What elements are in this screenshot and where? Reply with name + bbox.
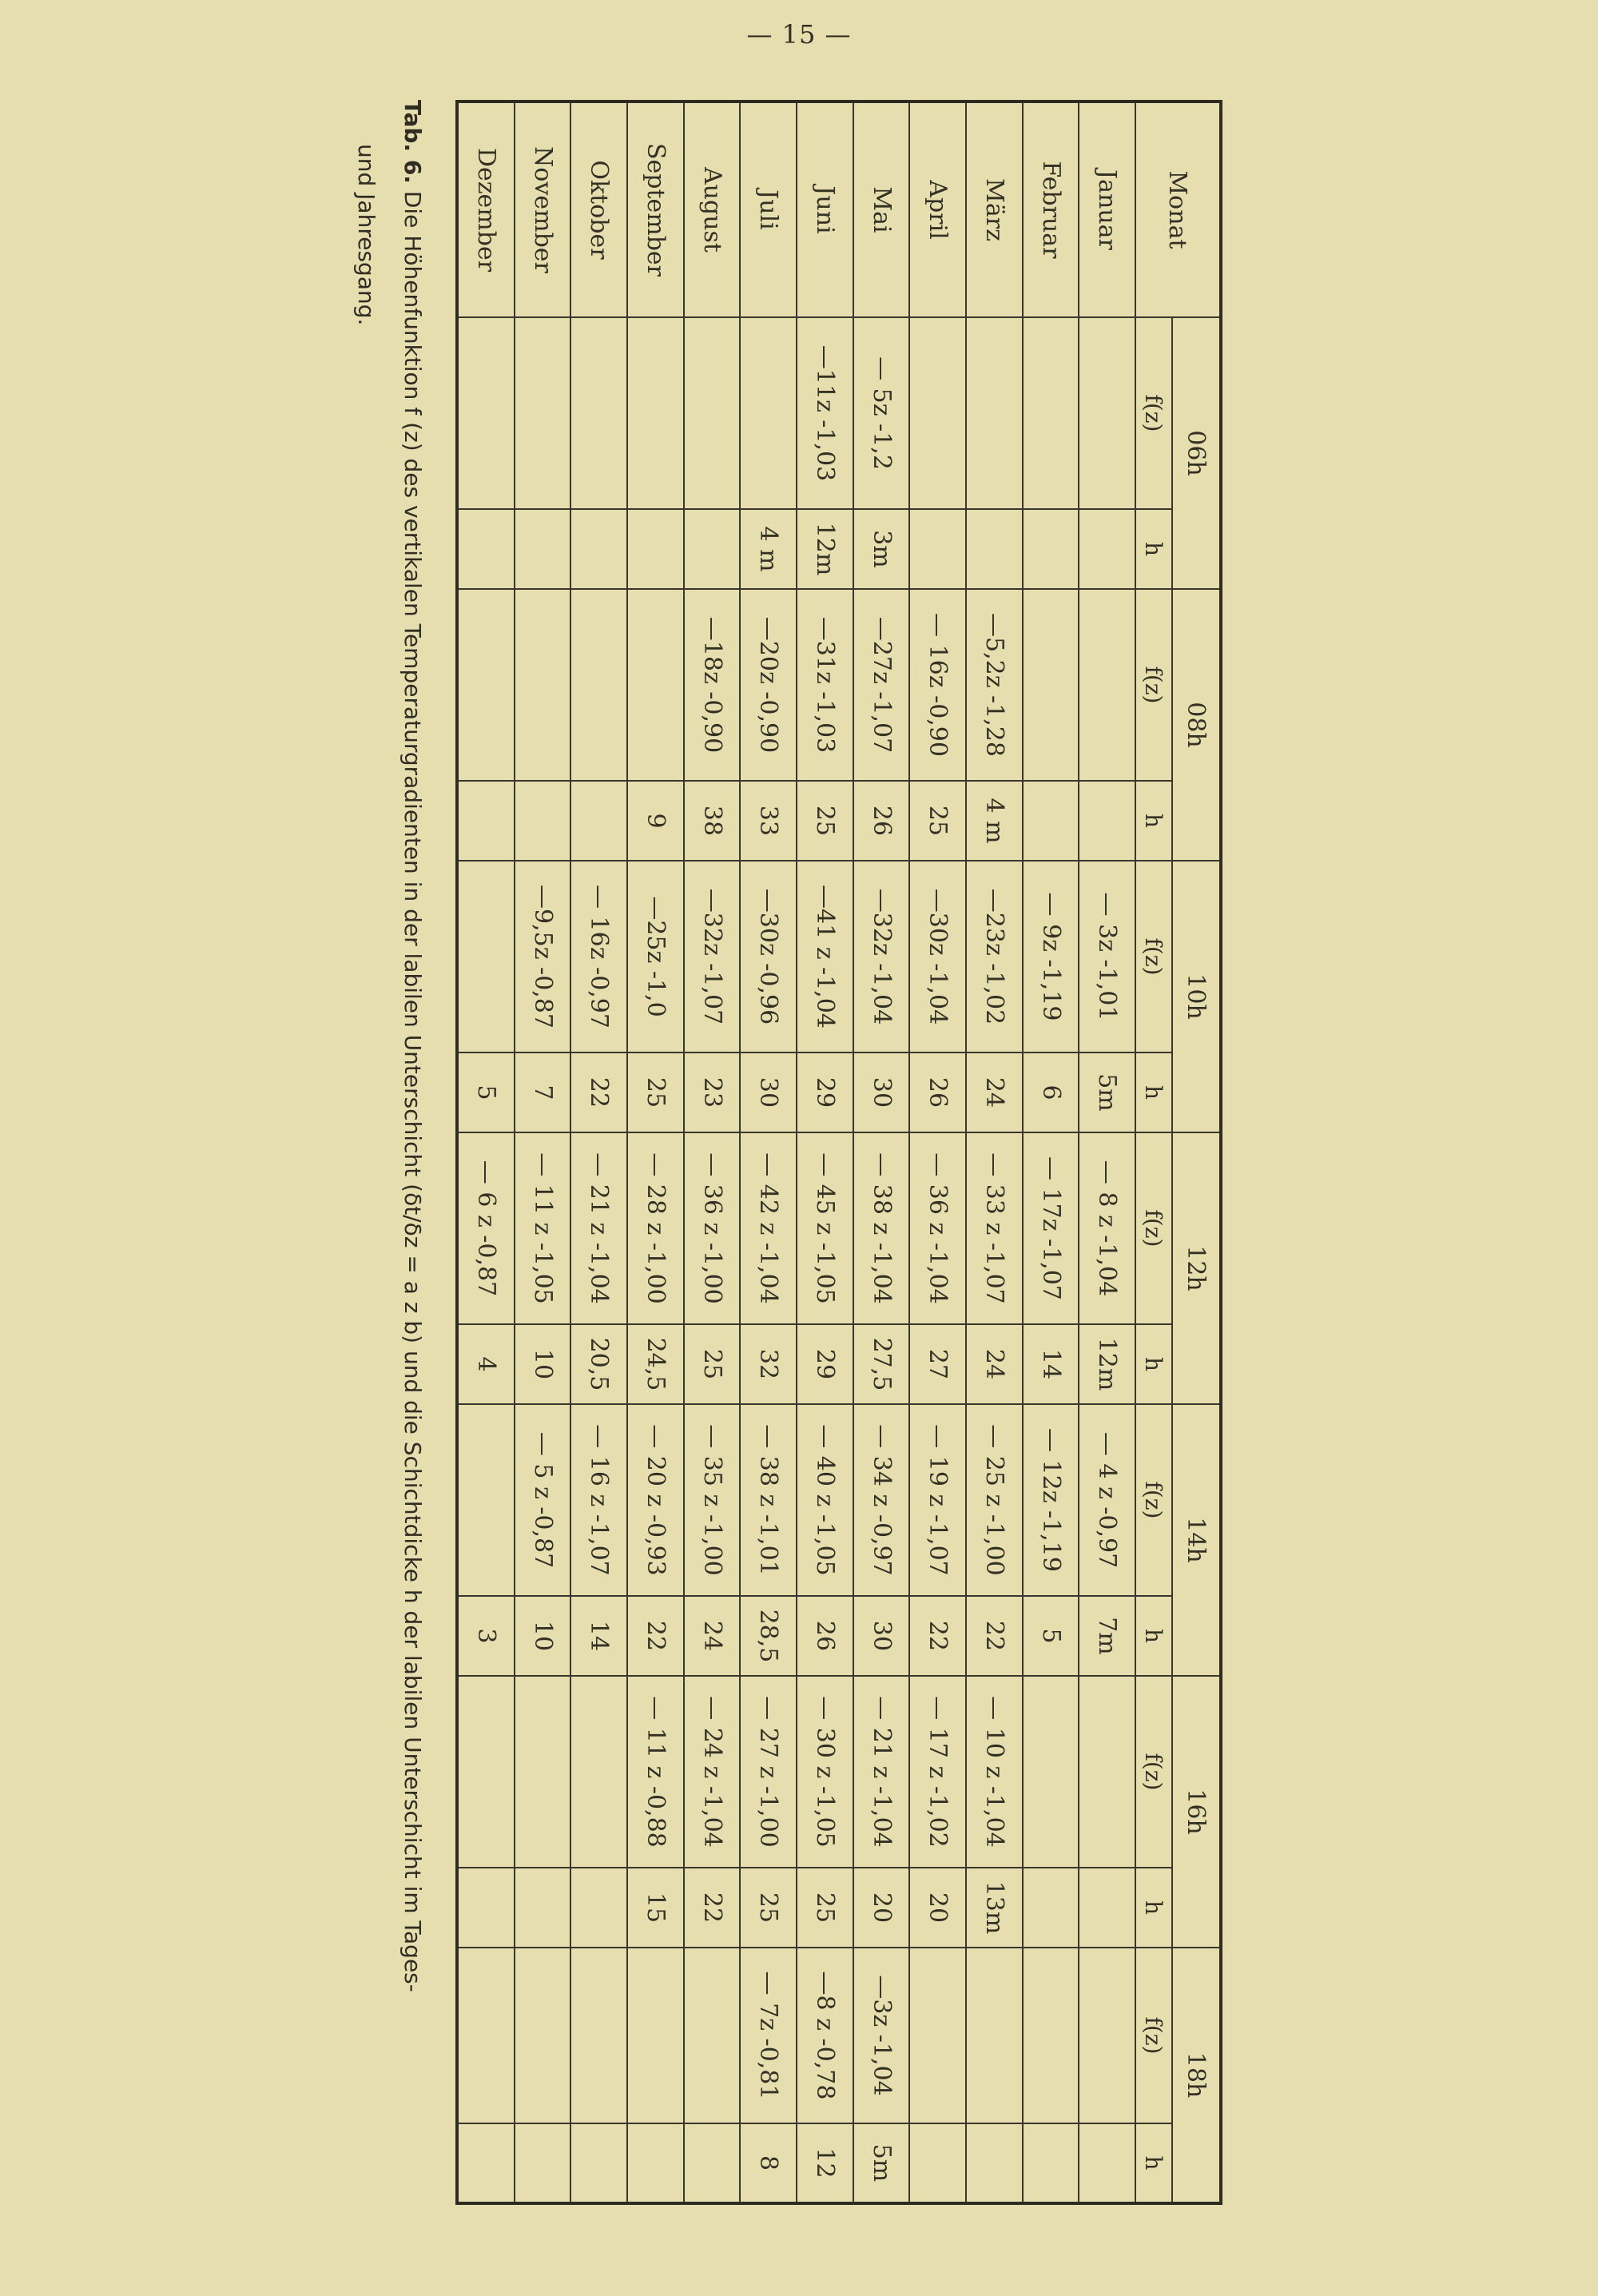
h-cell: 24 bbox=[684, 1596, 741, 1676]
h-cell: 3 bbox=[457, 1596, 515, 1676]
h-cell: 25 bbox=[740, 1868, 797, 1948]
h-cell: 29 bbox=[797, 1052, 853, 1132]
h-cell: 32 bbox=[740, 1324, 797, 1404]
h-cell bbox=[457, 2123, 515, 2203]
subheader-h: h bbox=[1135, 781, 1172, 861]
h-cell bbox=[1023, 2123, 1079, 2203]
fz-cell: — 6 z -0,87 bbox=[457, 1132, 515, 1324]
table-row bbox=[740, 101, 797, 2203]
fz-cell bbox=[570, 1948, 627, 2123]
fz-cell: — 8 z -1,04 bbox=[1079, 1132, 1135, 1324]
table-row bbox=[457, 101, 515, 2203]
time-header: 16h bbox=[1172, 1676, 1221, 1948]
fz-cell: — 28 z -1,00 bbox=[627, 1132, 684, 1324]
h-cell: 5 bbox=[457, 1052, 515, 1132]
h-cell: 25 bbox=[797, 1868, 853, 1948]
header-row-subcolumns bbox=[1135, 101, 1172, 2203]
fz-cell: — 27 z -1,00 bbox=[740, 1676, 797, 1868]
rotated-table-block bbox=[353, 100, 1222, 2183]
h-cell bbox=[1079, 509, 1135, 589]
month-cell: Juli bbox=[740, 101, 797, 317]
fz-cell: — 11 z -0,88 bbox=[627, 1676, 684, 1868]
h-cell: 22 bbox=[966, 1596, 1023, 1676]
fz-cell bbox=[515, 1676, 571, 1868]
fz-cell bbox=[684, 317, 741, 509]
month-cell: September bbox=[627, 101, 684, 317]
fz-cell: —23z -1,02 bbox=[966, 861, 1023, 1052]
fz-cell bbox=[570, 317, 627, 509]
h-cell bbox=[570, 781, 627, 861]
h-cell bbox=[515, 781, 571, 861]
h-cell bbox=[515, 509, 571, 589]
h-cell: 26 bbox=[797, 1596, 853, 1676]
h-cell: 20,5 bbox=[570, 1324, 627, 1404]
h-cell: 12m bbox=[797, 509, 853, 589]
caption-line-1: Die Höhenfunktion f (z) des vertikalen Temperaturgradienten in der labilen Unterschicht (δt/δz = a z b) und die Schichtdicke h der labilen Unterschicht im Tages- bbox=[400, 190, 426, 1992]
h-cell: 33 bbox=[740, 781, 797, 861]
fz-cell: — 24 z -1,04 bbox=[684, 1676, 741, 1868]
fz-cell bbox=[515, 317, 571, 509]
h-cell: 24 bbox=[966, 1052, 1023, 1132]
fz-cell bbox=[570, 589, 627, 781]
h-cell bbox=[627, 2123, 684, 2203]
h-cell: 24,5 bbox=[627, 1324, 684, 1404]
month-header: Monat bbox=[1135, 101, 1221, 317]
time-header: 10h bbox=[1172, 861, 1221, 1132]
fz-cell: —3z -1,04 bbox=[853, 1948, 910, 2123]
h-cell bbox=[684, 509, 741, 589]
fz-cell: — 17z -1,07 bbox=[1023, 1132, 1079, 1324]
month-cell: Februar bbox=[1023, 101, 1079, 317]
fz-cell bbox=[457, 1676, 515, 1868]
fz-cell bbox=[515, 1948, 571, 2123]
h-cell bbox=[1023, 1868, 1079, 1948]
fz-cell bbox=[966, 1948, 1023, 2123]
fz-cell: — 35 z -1,00 bbox=[684, 1404, 741, 1596]
fz-cell: — 42 z -1,04 bbox=[740, 1132, 797, 1324]
fz-cell: —18z -0,90 bbox=[684, 589, 741, 781]
h-cell: 23 bbox=[684, 1052, 741, 1132]
fz-cell: —20z -0,90 bbox=[740, 589, 797, 781]
fz-cell bbox=[457, 317, 515, 509]
h-cell bbox=[515, 1868, 571, 1948]
table-row bbox=[684, 101, 741, 2203]
subheader-h: h bbox=[1135, 509, 1172, 589]
h-cell: 7m bbox=[1079, 1596, 1135, 1676]
h-cell: 3m bbox=[853, 509, 910, 589]
fz-cell bbox=[457, 1948, 515, 2123]
subheader-f: f(z) bbox=[1135, 589, 1172, 781]
subheader-h: h bbox=[1135, 1052, 1172, 1132]
h-cell: 7 bbox=[515, 1052, 571, 1132]
fz-cell bbox=[909, 1948, 966, 2123]
fz-cell: —31z -1,03 bbox=[797, 589, 853, 781]
time-header: 12h bbox=[1172, 1132, 1221, 1404]
table-row bbox=[515, 101, 571, 2203]
fz-cell: — 45 z -1,05 bbox=[797, 1132, 853, 1324]
fz-cell: —8 z -0,78 bbox=[797, 1948, 853, 2123]
fz-cell bbox=[1023, 1948, 1079, 2123]
h-cell bbox=[1079, 1868, 1135, 1948]
h-cell: 22 bbox=[627, 1596, 684, 1676]
fz-cell: — 33 z -1,07 bbox=[966, 1132, 1023, 1324]
h-cell: 25 bbox=[684, 1324, 741, 1404]
fz-cell bbox=[1023, 1676, 1079, 1868]
h-cell bbox=[457, 509, 515, 589]
fz-cell bbox=[684, 1948, 741, 2123]
h-cell: 5m bbox=[1079, 1052, 1135, 1132]
fz-cell: — 20 z -0,93 bbox=[627, 1404, 684, 1596]
table-row bbox=[966, 101, 1023, 2203]
subheader-f: f(z) bbox=[1135, 317, 1172, 509]
subheader-f: f(z) bbox=[1135, 1132, 1172, 1324]
h-cell: 29 bbox=[797, 1324, 853, 1404]
fz-cell bbox=[1079, 1676, 1135, 1868]
table-row bbox=[909, 101, 966, 2203]
fz-cell: — 7z -0,81 bbox=[740, 1948, 797, 2123]
h-cell: 4 m bbox=[740, 509, 797, 589]
month-cell: Mai bbox=[853, 101, 910, 317]
month-cell: April bbox=[909, 101, 966, 317]
fz-cell bbox=[966, 317, 1023, 509]
fz-cell bbox=[1079, 589, 1135, 781]
h-cell: 27,5 bbox=[853, 1324, 910, 1404]
h-cell: 12m bbox=[1079, 1324, 1135, 1404]
h-cell: 30 bbox=[740, 1052, 797, 1132]
fz-cell bbox=[457, 861, 515, 1052]
fz-cell bbox=[627, 1948, 684, 2123]
h-cell: 20 bbox=[909, 1868, 966, 1948]
month-cell: Oktober bbox=[570, 101, 627, 317]
h-cell bbox=[1023, 781, 1079, 861]
subheader-h: h bbox=[1135, 1868, 1172, 1948]
fz-cell: — 12z -1,19 bbox=[1023, 1404, 1079, 1596]
fz-cell bbox=[627, 589, 684, 781]
h-cell: 30 bbox=[853, 1596, 910, 1676]
h-cell bbox=[1079, 2123, 1135, 2203]
h-cell bbox=[627, 509, 684, 589]
month-cell: Januar bbox=[1079, 101, 1135, 317]
h-cell: 5 bbox=[1023, 1596, 1079, 1676]
time-header: 14h bbox=[1172, 1404, 1221, 1676]
fz-cell bbox=[515, 589, 571, 781]
fz-cell bbox=[627, 317, 684, 509]
month-cell: Juni bbox=[797, 101, 853, 317]
h-cell bbox=[570, 2123, 627, 2203]
fz-cell bbox=[570, 1676, 627, 1868]
h-cell: 4 m bbox=[966, 781, 1023, 861]
fz-cell bbox=[1023, 317, 1079, 509]
subheader-f: f(z) bbox=[1135, 1948, 1172, 2123]
h-cell: 20 bbox=[853, 1868, 910, 1948]
page-number: — 15 — bbox=[746, 19, 852, 50]
table-caption bbox=[343, 100, 435, 2178]
fz-cell: — 3z -1,01 bbox=[1079, 861, 1135, 1052]
table-row bbox=[1023, 101, 1079, 2203]
h-cell bbox=[684, 2123, 741, 2203]
h-cell bbox=[1079, 781, 1135, 861]
subheader-f: f(z) bbox=[1135, 1404, 1172, 1596]
h-cell: 12 bbox=[797, 2123, 853, 2203]
h-cell: 6 bbox=[1023, 1052, 1079, 1132]
fz-cell: — 21 z -1,04 bbox=[853, 1676, 910, 1868]
h-cell: 10 bbox=[515, 1324, 571, 1404]
h-cell: 27 bbox=[909, 1324, 966, 1404]
fz-cell: — 40 z -1,05 bbox=[797, 1404, 853, 1596]
h-cell: 28,5 bbox=[740, 1596, 797, 1676]
h-cell: 38 bbox=[684, 781, 741, 861]
fz-cell bbox=[1079, 317, 1135, 509]
fz-cell: — 4 z -0,97 bbox=[1079, 1404, 1135, 1596]
h-cell: 25 bbox=[909, 781, 966, 861]
h-cell: 9 bbox=[627, 781, 684, 861]
fz-cell: — 16z -0,97 bbox=[570, 861, 627, 1052]
caption-line-2: und Jahresgang. bbox=[353, 144, 380, 326]
fz-cell: — 5 z -0,87 bbox=[515, 1404, 571, 1596]
h-cell: 5m bbox=[853, 2123, 910, 2203]
h-cell bbox=[515, 2123, 571, 2203]
fz-cell: — 16 z -1,07 bbox=[570, 1404, 627, 1596]
h-cell bbox=[966, 509, 1023, 589]
h-cell: 26 bbox=[909, 1052, 966, 1132]
h-cell: 25 bbox=[797, 781, 853, 861]
fz-cell: —5,2z -1,28 bbox=[966, 589, 1023, 781]
h-cell: 30 bbox=[853, 1052, 910, 1132]
h-cell bbox=[457, 781, 515, 861]
h-cell: 25 bbox=[627, 1052, 684, 1132]
table-row bbox=[570, 101, 627, 2203]
month-cell: November bbox=[515, 101, 571, 317]
fz-cell: —25z -1,0 bbox=[627, 861, 684, 1052]
fz-cell: —11z -1,03 bbox=[797, 317, 853, 509]
time-header: 08h bbox=[1172, 589, 1221, 861]
fz-cell: —41 z -1,04 bbox=[797, 861, 853, 1052]
fz-cell: — 30 z -1,05 bbox=[797, 1676, 853, 1868]
fz-cell: — 16z -0,90 bbox=[909, 589, 966, 781]
h-cell: 4 bbox=[457, 1324, 515, 1404]
fz-cell: — 21 z -1,04 bbox=[570, 1132, 627, 1324]
data-table bbox=[455, 100, 1222, 2205]
fz-cell: —27z -1,07 bbox=[853, 589, 910, 781]
h-cell bbox=[966, 2123, 1023, 2203]
table-row bbox=[1079, 101, 1135, 2203]
fz-cell: — 19 z -1,07 bbox=[909, 1404, 966, 1596]
fz-cell: — 34 z -0,97 bbox=[853, 1404, 910, 1596]
h-cell bbox=[457, 1868, 515, 1948]
fz-cell: —9,5z -0,87 bbox=[515, 861, 571, 1052]
time-header: 18h bbox=[1172, 1948, 1221, 2203]
h-cell: 15 bbox=[627, 1868, 684, 1948]
fz-cell: — 38 z -1,04 bbox=[853, 1132, 910, 1324]
fz-cell: — 10 z -1,04 bbox=[966, 1676, 1023, 1868]
h-cell bbox=[909, 2123, 966, 2203]
h-cell bbox=[570, 1868, 627, 1948]
fz-cell bbox=[740, 317, 797, 509]
fz-cell bbox=[1023, 589, 1079, 781]
month-cell: März bbox=[966, 101, 1023, 317]
fz-cell: —30z -1,04 bbox=[909, 861, 966, 1052]
fz-cell bbox=[457, 1404, 515, 1596]
month-cell: August bbox=[684, 101, 741, 317]
fz-cell: — 38 z -1,01 bbox=[740, 1404, 797, 1596]
fz-cell: — 9z -1,19 bbox=[1023, 861, 1079, 1052]
fz-cell: — 25 z -1,00 bbox=[966, 1404, 1023, 1596]
header-row-times bbox=[1172, 101, 1221, 2203]
h-cell: 8 bbox=[740, 2123, 797, 2203]
fz-cell: — 36 z -1,04 bbox=[909, 1132, 966, 1324]
h-cell: 14 bbox=[1023, 1324, 1079, 1404]
fz-cell bbox=[457, 589, 515, 781]
fz-cell: — 36 z -1,00 bbox=[684, 1132, 741, 1324]
fz-cell: — 11 z -1,05 bbox=[515, 1132, 571, 1324]
subheader-h: h bbox=[1135, 1596, 1172, 1676]
h-cell: 26 bbox=[853, 781, 910, 861]
fz-cell bbox=[1079, 1948, 1135, 2123]
subheader-f: f(z) bbox=[1135, 1676, 1172, 1868]
h-cell: 14 bbox=[570, 1596, 627, 1676]
time-header: 06h bbox=[1172, 317, 1221, 589]
h-cell: 22 bbox=[570, 1052, 627, 1132]
h-cell: 10 bbox=[515, 1596, 571, 1676]
fz-cell: —32z -1,07 bbox=[684, 861, 741, 1052]
subheader-h: h bbox=[1135, 2123, 1172, 2203]
h-cell bbox=[909, 509, 966, 589]
table-row bbox=[627, 101, 684, 2203]
fz-cell: —32z -1,04 bbox=[853, 861, 910, 1052]
h-cell bbox=[570, 509, 627, 589]
fz-cell: — 5z -1,2 bbox=[853, 317, 910, 509]
fz-cell: —30z -0,96 bbox=[740, 861, 797, 1052]
table-row bbox=[797, 101, 853, 2203]
subheader-f: f(z) bbox=[1135, 861, 1172, 1052]
fz-cell: — 17 z -1,02 bbox=[909, 1676, 966, 1868]
fz-cell bbox=[909, 317, 966, 509]
h-cell: 22 bbox=[909, 1596, 966, 1676]
h-cell: 13m bbox=[966, 1868, 1023, 1948]
h-cell bbox=[1023, 509, 1079, 589]
h-cell: 24 bbox=[966, 1324, 1023, 1404]
subheader-h: h bbox=[1135, 1324, 1172, 1404]
table-row bbox=[853, 101, 910, 2203]
month-cell: Dezember bbox=[457, 101, 515, 317]
h-cell: 22 bbox=[684, 1868, 741, 1948]
caption-lead: Tab. 6. bbox=[400, 100, 426, 184]
